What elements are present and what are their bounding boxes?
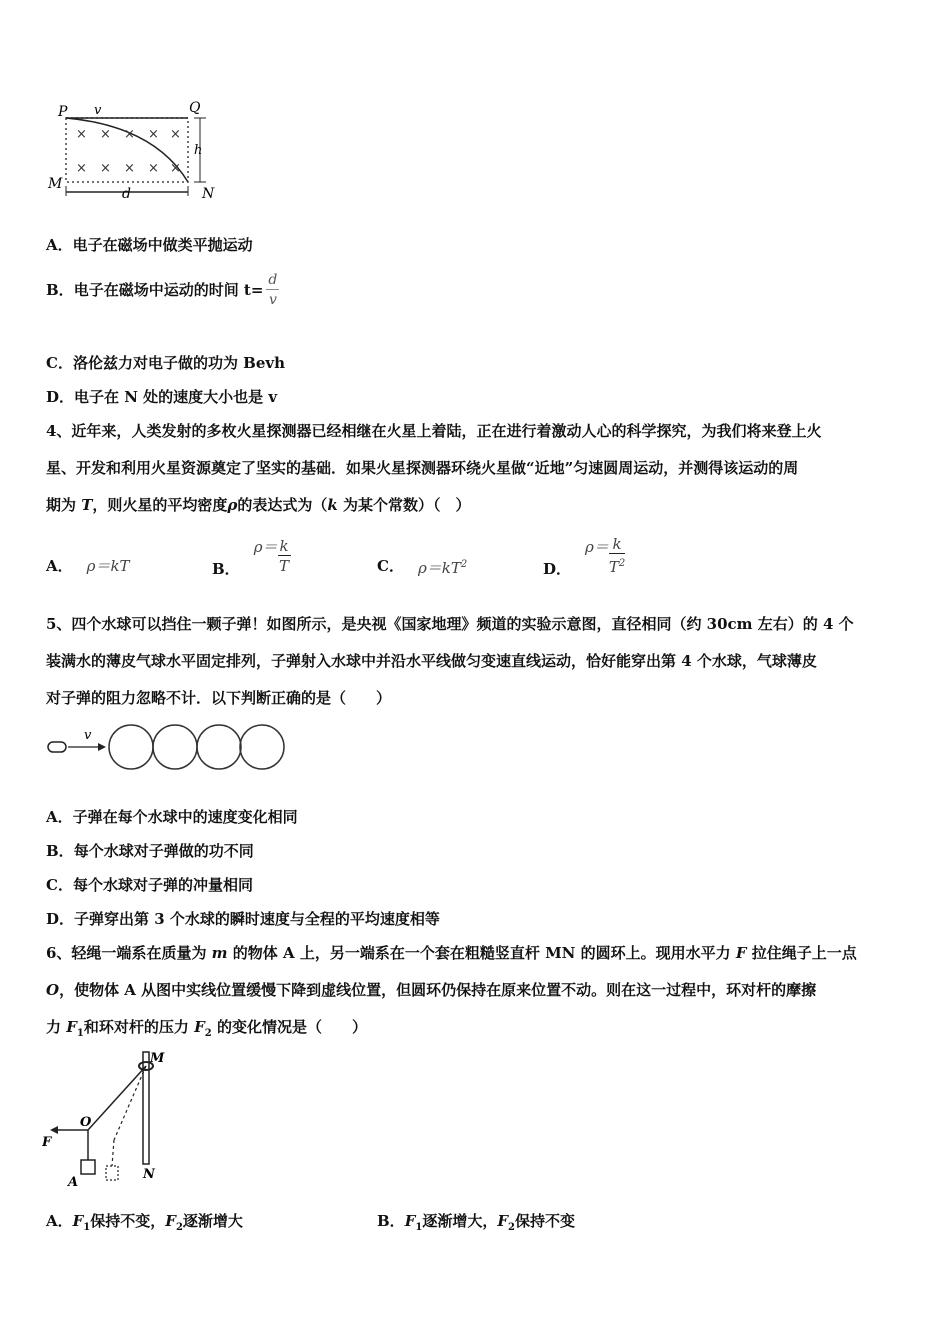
label-N: N — [202, 186, 215, 202]
label-M: M — [48, 176, 63, 192]
q3-option-b[interactable]: B． 电子在磁场中运动的时间 t= $\frac{d}{v}$ — [46, 271, 278, 308]
cross-mark: × — [170, 127, 181, 142]
q5-stem: 5、四个水球可以挡住一颗子弹！如图所示，是央视《国家地理》频道的实验示意图，直径相同（约 30cm 左右）的 4 个 装满水的薄皮气球水平固定排列，子弹射入水球中并沿水平线做匀变速直线运动，恰好能穿出第 4 个水球，气球薄皮 对子弹的阻力忽略不计．以下判断正确的是（ ） — [46, 615, 854, 707]
cross-mark: × — [100, 161, 111, 176]
q6-option-a[interactable]: A．$F_1$保持不变，$F_2$逐渐增大 — [46, 1212, 243, 1233]
label-A: A — [68, 1175, 79, 1190]
cross-mark: × — [124, 161, 135, 176]
magnetic-field-figure — [44, 96, 234, 206]
q5-option-d[interactable]: D．子弹穿出第 3 个水球的瞬时速度与全程的平均速度相等 — [46, 910, 440, 928]
q6-option-b[interactable]: B．$F_1$逐渐增大，$F_2$保持不变 — [377, 1212, 575, 1233]
cross-mark: × — [76, 127, 87, 142]
cross-mark: × — [76, 161, 87, 176]
q6-stem: 6、轻绳一端系在质量为 m 的物体 A 上，另一端系在一个套在粗糙竖直杆 MN 的圆环上。现用水平力 F 拉住绳子上一点 O，使物体 A 从图中实线位置缓慢下降到虚线位置，但圆环仍保持在原来位置不动。则在这一过程中，环对杆的摩擦 力 $F_1$和环对杆的压力 $F_2$ 的变化情况是（ ） — [46, 944, 857, 1039]
cross-mark: × — [148, 127, 159, 142]
label-v: v — [84, 728, 92, 743]
label-N: N — [143, 1167, 155, 1182]
q5-option-c[interactable]: C．每个水球对子弹的冲量相同 — [46, 876, 253, 894]
q4-option-d[interactable]: D． ρ＝ $\frac{k}{T^2}$ — [543, 535, 626, 578]
q5-option-b[interactable]: B．每个水球对子弹做的功不同 — [46, 842, 254, 860]
q3-option-a[interactable]: A．电子在磁场中做类平抛运动 — [46, 236, 253, 254]
cross-mark: × — [148, 161, 159, 176]
label-v: v — [94, 103, 102, 118]
cross-mark: × — [100, 127, 111, 142]
label-M: M — [150, 1051, 165, 1066]
label-O: O — [80, 1115, 92, 1130]
q5-option-a[interactable]: A．子弹在每个水球中的速度变化相同 — [46, 808, 298, 826]
label-Q: Q — [189, 100, 201, 116]
q4-option-b[interactable]: B． ρ＝ $\frac{k}{T}$ — [212, 536, 290, 578]
q4-stem: 4、近年来，人类发射的多枚火星探测器已经相继在火星上着陆，正在进行着激动人心的科学探究，为我们将来登上火 星、开发和利用火星资源奠定了坚实的基础．如果火星探测器环绕火星做“近地”匀速圆周运动，并测得该运动的周 期为 T，则火星的平均密度ρ的表达式为（k 为某个常数）（ ） — [46, 422, 822, 514]
label-d: d — [122, 186, 131, 202]
rope-ring-figure — [42, 1048, 182, 1190]
q4-option-c[interactable]: C． $\rho=kT^2$ — [377, 557, 468, 577]
label-h: h — [194, 143, 203, 158]
label-F: F — [42, 1135, 52, 1150]
q3-option-c[interactable]: C．洛伦兹力对电子做的功为 Bevh — [46, 354, 286, 372]
q4-option-a[interactable]: A． ρ＝kT — [46, 557, 130, 575]
label-P: P — [58, 104, 68, 120]
cross-mark: × — [124, 127, 135, 142]
q3-option-d[interactable]: D．电子在 N 处的速度大小也是 v — [46, 388, 278, 406]
fraction-d-over-v: $\frac{d}{v}$ — [268, 271, 278, 308]
water-balls-figure — [44, 720, 289, 774]
cross-mark: × — [170, 161, 181, 176]
